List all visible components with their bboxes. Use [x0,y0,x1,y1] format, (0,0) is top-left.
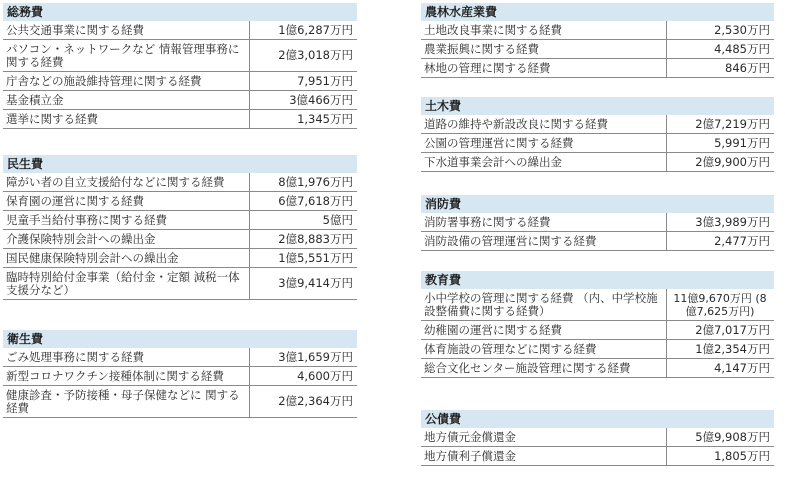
table-row [421,359,774,378]
item-label: 地方債元金償還金 [421,428,667,447]
table-row [421,115,774,134]
item-label: 保育園の運営に関する経費 [3,192,250,211]
item-amount: 2億8,883万円 [250,230,358,249]
item-amount: 1,345万円 [250,110,358,129]
item-amount: 6億7,618万円 [250,192,358,211]
table-row [421,428,774,447]
item-amount: 1億5,551万円 [250,249,358,268]
item-label: 庁舎などの施設維持管理に関する経費 [3,72,250,91]
section-title: 農林水産業費 [421,3,774,21]
item-label: 地方債利子償還金 [421,447,667,466]
table-row [421,153,774,172]
table-row [3,268,357,300]
item-amount: 846万円 [667,59,775,78]
item-label: 消防設備の管理運営に関する経費 [421,232,667,251]
item-amount: 5億9,908万円 [667,428,775,447]
item-label: ごみ処理事務に関する経費 [3,348,250,367]
item-amount: 1,805万円 [667,447,775,466]
item-label: 基金積立金 [3,91,250,110]
section-title: 消防費 [421,195,774,213]
budget-section [421,97,774,172]
item-amount: 2億7,017万円 [667,321,775,340]
table-row [3,386,357,418]
table-row [3,348,357,367]
item-label: パソコン・ネットワークなど 情報管理事務に関する経費 [3,40,250,72]
table-row [3,249,357,268]
item-amount: 2億7,219万円 [667,115,775,134]
item-label: 消防署事務に関する経費 [421,213,667,232]
table-row [421,321,774,340]
item-amount: 2,530万円 [667,21,775,40]
item-amount: 4,485万円 [667,40,775,59]
item-amount: 3億1,659万円 [250,348,358,367]
table-row [3,72,357,91]
item-label: 幼稚園の運営に関する経費 [421,321,667,340]
budget-table [3,21,357,129]
item-label: 体育施設の管理などに関する経費 [421,340,667,359]
table-row [3,91,357,110]
table-row [421,447,774,466]
item-amount: 2億9,900万円 [667,153,775,172]
section-title: 教育費 [421,271,774,289]
item-amount: 4,600万円 [250,367,358,386]
item-label: 小中学校の管理に関する経費 （内、中学校施設整備費に関する経費） [421,289,667,321]
item-label: 障がい者の自立支援給付などに関する経費 [3,173,250,192]
section-title: 衛生費 [3,330,357,348]
item-label: 総合文化センター施設管理に関する経費 [421,359,667,378]
budget-section [3,3,357,129]
budget-table [3,173,357,300]
table-row [421,213,774,232]
section-title: 公債費 [421,410,774,428]
item-amount: 5,991万円 [667,134,775,153]
table-row [3,367,357,386]
budget-section [421,3,774,78]
table-row [421,21,774,40]
item-label: 健康診査・予防接種・母子保健などに 関する経費 [3,386,250,418]
item-label: 農業振興に関する経費 [421,40,667,59]
budget-table [421,21,774,78]
table-row [421,232,774,251]
budget-section [3,155,357,300]
budget-section [3,330,357,418]
item-amount: 11億9,670万円 (8億7,625万円) [667,289,775,321]
item-amount: 7,951万円 [250,72,358,91]
budget-section [421,271,774,378]
table-row [3,40,357,72]
item-amount: 8億1,976万円 [250,173,358,192]
budget-table [421,213,774,251]
section-title: 総務費 [3,3,357,21]
item-label: 新型コロナワクチン接種体制に関する経費 [3,367,250,386]
table-row [421,59,774,78]
budget-section [421,410,774,466]
budget-table [421,115,774,172]
item-amount: 2億2,364万円 [250,386,358,418]
item-label: 公園の管理運営に関する経費 [421,134,667,153]
table-row [3,21,357,40]
item-label: 下水道事業会計への繰出金 [421,153,667,172]
item-amount: 3億3,989万円 [667,213,775,232]
item-amount: 3億466万円 [250,91,358,110]
table-row [3,173,357,192]
section-title: 民生費 [3,155,357,173]
table-row [3,110,357,129]
item-label: 介護保険特別会計への繰出金 [3,230,250,249]
item-amount: 5億円 [250,211,358,230]
item-amount: 2億3,018万円 [250,40,358,72]
table-row [3,230,357,249]
table-row [421,134,774,153]
item-label: 土地改良事業に関する経費 [421,21,667,40]
item-amount: 4,147万円 [667,359,775,378]
table-row [3,211,357,230]
table-row [421,40,774,59]
item-amount: 3億9,414万円 [250,268,358,300]
budget-section [421,195,774,251]
budget-table [421,428,774,466]
budget-table [3,348,357,418]
item-label: 臨時特別給付金事業（給付金・定額 減税一体支援分など） [3,268,250,300]
item-label: 児童手当給付事務に関する経費 [3,211,250,230]
item-amount: 2,477万円 [667,232,775,251]
item-amount: 1億6,287万円 [250,21,358,40]
table-row [3,192,357,211]
item-label: 公共交通事業に関する経費 [3,21,250,40]
section-title: 土木費 [421,97,774,115]
item-amount: 1億2,354万円 [667,340,775,359]
table-row [421,340,774,359]
item-label: 林地の管理に関する経費 [421,59,667,78]
budget-table [421,289,774,378]
table-row [421,289,774,321]
item-label: 道路の維持や新設改良に関する経費 [421,115,667,134]
item-label: 国民健康保険特別会計への繰出金 [3,249,250,268]
item-label: 選挙に関する経費 [3,110,250,129]
